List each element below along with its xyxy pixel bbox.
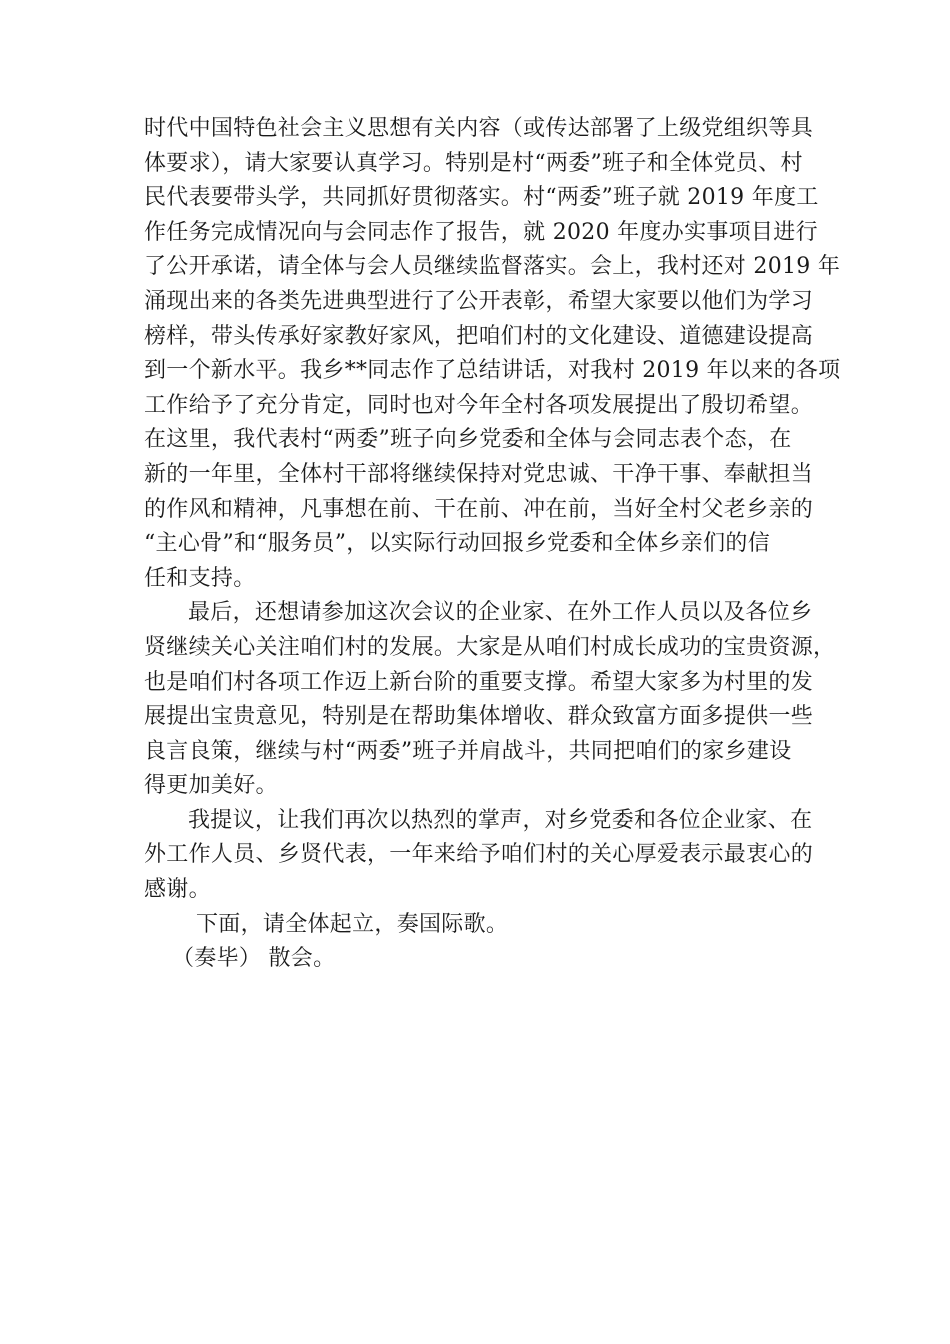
text-line: 作任务完成情况向与会同志作了报告，就 2020 年度办实事项目进行 [144,219,818,245]
paragraph-first-line: 我提议，让我们再次以热烈的掌声，对乡党委和各位企业家、在 [188,807,813,833]
text-line: 贤继续关心关注咱们村的发展。大家是从咱们村成长成功的宝贵资源， [144,634,836,660]
text-line: 也是咱们村各项工作迈上新台阶的重要支撑。希望大家多为村里的发 [144,669,814,695]
text-line: 榜样，带头传承好家教好家风，把咱们村的文化建设、道德建设提高 [144,323,814,349]
text-line: 的作风和精神，凡事想在前、干在前、冲在前，当好全村父老乡亲的 [144,496,814,522]
text-line: 民代表要带头学，共同抓好贯彻落实。村“两委”班子就 2019 年度工 [144,185,819,211]
text-line: 到一个新水平。我乡**同志作了总结讲话，对我村 2019 年以来的各项 [144,358,841,384]
text-line: 良言良策，继续与村“两委”班子并肩战斗，共同把咱们的家乡建设 [144,738,792,764]
text-line: “主心骨”和“服务员”，以实际行动回报乡党委和全体乡亲们的信 [144,531,770,557]
text-line: 得更加美好。 [144,773,278,799]
text-line: 新的一年里，全体村干部将继续保持对党忠诚、干净干事、奉献担当 [144,461,814,487]
paragraph-first-line: 下面，请全体起立，奏国际歌。 [196,911,509,937]
text-line: 展提出宝贵意见，特别是在帮助集体增收、群众致富方面多提供一些 [144,704,814,730]
text-line: 感谢。 [144,877,211,903]
text-line: 涌现出来的各类先进典型进行了公开表彰，希望大家要以他们为学习 [144,288,814,314]
document-body [144,112,841,977]
text-line: 外工作人员、乡贤代表，一年来给予咱们村的关心厚爱表示最衷心的 [144,842,814,868]
text-line: 任和支持。 [144,565,256,591]
text-line: 了公开承诺，请全体与会人员继续监督落实。会上，我村还对 2019 年 [144,254,841,280]
text-line: 体要求），请大家要认真学习。特别是村“两委”班子和全体党员、村 [144,150,803,176]
text-line: 时代中国特色社会主义思想有关内容（或传达部署了上级党组织等具 [144,116,814,141]
text-line: 在这里，我代表村“两委”班子向乡党委和全体与会同志表个态，在 [144,427,792,453]
paragraph-first-line: 最后，还想请参加这次会议的企业家、在外工作人员以及各位乡 [188,600,813,626]
text-line: 工作给予了充分肯定，同时也对今年全村各项发展提出了殷切希望。 [144,392,814,418]
closing-line: （奏毕） 散会。 [172,946,336,972]
